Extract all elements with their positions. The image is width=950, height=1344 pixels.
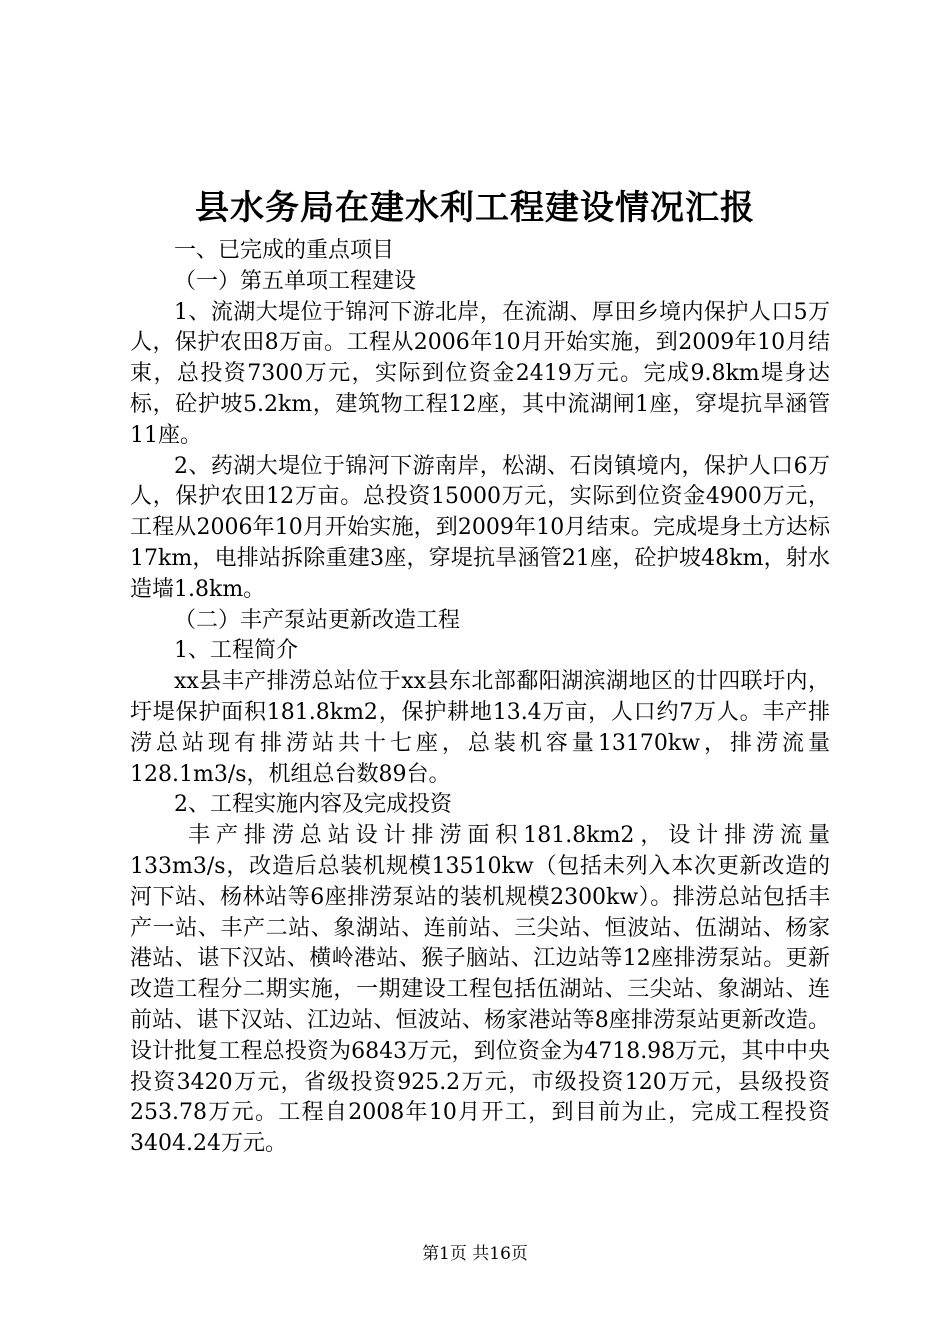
subsection-heading: （一）第五单项工程建设: [174, 268, 417, 294]
paragraph: 丰产排涝总站设计排涝面积181.8km2，设计排涝流量133m3/s，改造后总装机规模13510kw（包括未列入本次更新改造的河下站、杨林站等6座排涝泵站的装机规模2300kw）。排涝总站包括丰产一站、丰产二站、象湖站、连前站、三尖站、恒波站、伍湖站、杨家港站、谌下汉站、横岭港站、猴子脑站、江边站等12座排涝泵站。更新改造工程分二期实施，一期建设工程包括伍湖站、三尖站、象湖站、连前站、谌下汉站、江边站、恒波站、杨家港站等8座排涝泵站更新改造。设计批复工程总投资为6843万元，到位资金为4718.98万元，其中中央投资3420万元，省级投资925.2万元，市级投资120万元，县级投资253.78万元。工程自2008年10月开工，到目前为止，完成工程投资3404.24万元。: [130, 823, 830, 1157]
document-title: 县水务局在建水利工程建设情况汇报: [195, 188, 755, 228]
section-heading: 一、已完成的重点项目: [174, 238, 395, 263]
item-heading: 1、工程简介: [174, 638, 298, 664]
paragraph: 2、药湖大堤位于锦河下游南岸，松湖、石岗镇境内，保护人口6万人，保护农田12万亩。总投资15000万元，实际到位资金4900万元，工程从2006年10月开始实施，到2009年10月结束。完成堤身土方达标17km，电排站拆除重建3座，穿堤抗旱涵管21座，砼护坡48km，射水造墙1.8km。: [130, 453, 830, 602]
paragraph: 1、流湖大堤位于锦河下游北岸，在流湖、厚田乡境内保护人口5万人，保护农田8万亩。工程从2006年10月开始实施，到2009年10月结束，总投资7300万元，实际到位资金2419万元。完成9.8km堤身达标，砼护坡5.2km，建筑物工程12座，其中流湖闸1座，穿堤抗旱涵管11座。: [130, 299, 830, 448]
item-heading: 2、工程实施内容及完成投资: [174, 792, 452, 818]
document-body: [130, 236, 830, 1160]
paragraph: xx县丰产排涝总站位于xx县东北部鄱阳湖滨湖地区的廿四联圩内，圩堤保护面积181.8km2，保护耕地13.4万亩，人口约7万人。丰产排涝总站现有排涝站共十七座，总装机容量13170kw，排涝流量128.1m3/s，机组总台数89台。: [130, 669, 830, 787]
subsection-heading: （二）丰产泵站更新改造工程: [174, 607, 461, 633]
page-footer: 第1页 共16页: [422, 1244, 528, 1264]
